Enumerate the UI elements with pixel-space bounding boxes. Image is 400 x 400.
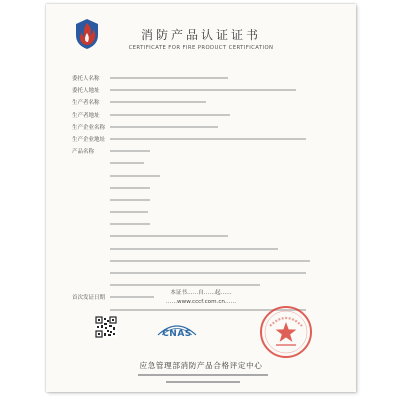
illegible-text xyxy=(110,175,160,177)
certificate-fields xyxy=(72,74,330,318)
illegible-text xyxy=(110,138,306,140)
field-row xyxy=(72,172,330,181)
issuing-organization: 应急管理部消防产品合格评定中心 xyxy=(139,361,263,370)
field-row xyxy=(72,159,330,168)
illegible-text xyxy=(110,284,260,286)
field-row xyxy=(72,245,330,254)
illegible-text xyxy=(110,114,230,116)
certificate-subtitle: CERTIFICATE FOR FIRE PRODUCT CERTIFICATION xyxy=(128,45,274,51)
field-row xyxy=(72,135,330,144)
illegible-text xyxy=(110,101,206,103)
illegible-text xyxy=(110,150,150,152)
field-row xyxy=(72,147,330,156)
notice-line: ……www.cccf.com.cn…… xyxy=(165,299,237,305)
illegible-text xyxy=(110,223,150,225)
illegible-text xyxy=(110,235,228,237)
illegible-text xyxy=(110,162,144,164)
illegible-text xyxy=(110,199,150,201)
qr-code-icon xyxy=(95,316,117,338)
field-label: 生产者地址 xyxy=(72,112,100,119)
field-row xyxy=(72,269,330,278)
field-label: 委托人名称 xyxy=(72,76,100,82)
field-row xyxy=(72,257,330,266)
cnas-logo xyxy=(154,321,200,343)
notice-line: 本证书……自……起…… xyxy=(170,290,232,296)
official-seal-icon xyxy=(258,304,314,360)
field-label: 生产企业地址 xyxy=(72,136,106,143)
certificate-title: 消防产品认证证书 xyxy=(140,28,261,42)
field-row xyxy=(72,184,330,193)
field-label: 生产者名称 xyxy=(72,100,100,107)
field-row xyxy=(72,111,330,120)
illegible-text xyxy=(110,89,296,91)
field-row xyxy=(72,123,330,132)
field-label: 生产企业名称 xyxy=(72,124,106,131)
illegible-text xyxy=(110,211,148,213)
field-row xyxy=(72,196,330,205)
field-row xyxy=(72,74,330,83)
field-row xyxy=(72,86,330,95)
certificate-page xyxy=(46,4,356,392)
illegible-text xyxy=(110,187,150,189)
cnas-label: CNAS xyxy=(162,329,192,339)
field-label: 首次发证日期 xyxy=(72,295,106,302)
illegible-text xyxy=(110,126,218,128)
field-row xyxy=(72,98,330,107)
illegible-text xyxy=(138,374,268,376)
field-row xyxy=(72,220,330,229)
illegible-text xyxy=(110,248,278,250)
illegible-text xyxy=(110,260,310,262)
field-label: 产品名称 xyxy=(72,149,95,156)
field-row xyxy=(72,208,330,217)
illegible-text xyxy=(110,272,306,274)
field-label: 委托人地址 xyxy=(72,88,100,95)
illegible-text xyxy=(110,77,228,79)
illegible-text xyxy=(166,381,240,383)
field-row xyxy=(72,232,330,241)
